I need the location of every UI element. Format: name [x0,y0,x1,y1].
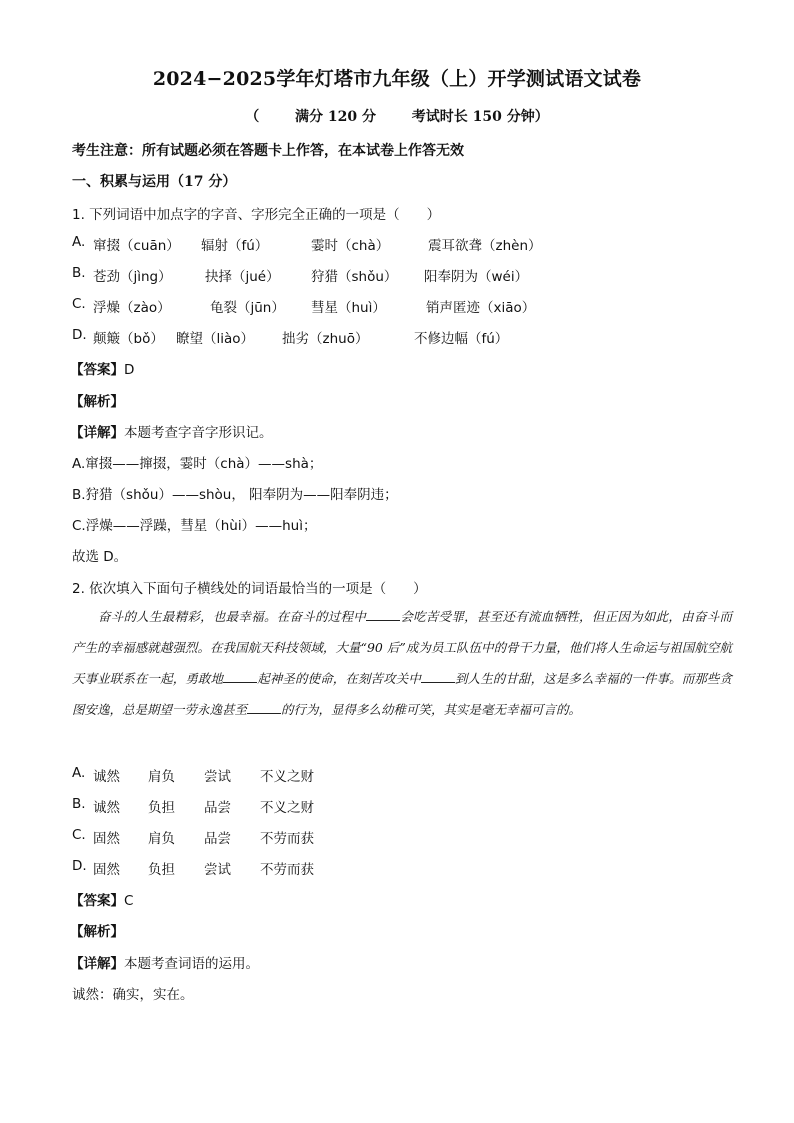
section-heading: 一、积累与运用（17 分） [72,174,237,190]
option-item: 窜掇（cuān） [93,238,180,254]
fill-blank [366,608,400,621]
option-item: 诚然 [93,769,120,785]
option-item: 品尝 [204,800,231,816]
q1-explain-line: C.浮燥——浮躁，彗星（hùi）——huì； [72,518,317,534]
q2-answer [70,889,133,909]
option-label: C. [72,296,86,312]
option-label: D. [72,858,87,874]
q2-detail [70,952,259,972]
option-item: 拙劣（zhuō） [282,331,369,347]
option-item: 彗星（huì） [311,300,386,316]
option-item: 固然 [93,862,120,878]
option-label: A. [72,765,86,781]
answer-label: 【答案】 [70,893,124,909]
option-item: 负担 [148,800,175,816]
option-item: 品尝 [204,831,231,847]
option-item: 狩猎（shǒu） [311,269,398,285]
answer-value: D [124,362,135,378]
q1-conclusion: 故选 D。 [72,549,128,565]
q2-passage [72,601,732,725]
subtitle-score: 满分 120 分 [295,109,376,125]
q1-stem: 1. 下列词语中加点字的字音、字形完全正确的一项是（ ） [72,207,441,223]
subtitle-time: 考试时长 150 分钟） [411,109,549,125]
q2-explain-line: 诚然：确实，实在。 [72,987,194,1003]
option-label: B. [72,796,86,812]
option-label: C. [72,827,86,843]
option-item: 销声匿迹（xiāo） [426,300,536,316]
fill-blank [247,701,281,714]
option-item: 霎时（chà） [311,238,390,254]
option-label: A. [72,234,86,250]
option-label: B. [72,265,86,281]
option-item: 龟裂（jūn） [210,300,285,316]
option-item: 不义之财 [260,800,314,816]
option-item: 浮燥（zào） [93,300,171,316]
exam-notice: 考生注意：所有试题必须在答题卡上作答，在本试卷上作答无效 [72,143,464,159]
passage-segment: 的行为，显得多么幼稚可笑，其实是毫无幸福可言的。 [281,702,582,717]
option-item: 尝试 [204,769,231,785]
option-item: 苍劲（jìng） [93,269,172,285]
detail-text: 本题考查字音字形识记。 [124,425,273,441]
q1-explain-line: A.窜掇——撺掇，霎时（chà）——shà； [72,456,323,472]
option-item: 不劳而获 [260,831,314,847]
passage-segment: 会吃苦受罪，甚至还有流血牺牲，但正因为如此，由奋斗而产生的幸福感就越强烈。在我国航天科技领域，大量“90 后”成为员工队伍中的骨干力量，他们将人生命运与祖国航空航天事业联系在一起，勇敢地 [72,609,732,686]
fill-blank [223,670,257,683]
passage-segment: 到人生的甘甜，这是多么幸福的一件事。而那些贪图安逸，总是期望一劳永逸甚至 [72,671,732,717]
q1-explain-line: B.狩猎（shǒu）——shòu， 阳奉阴为——阳奉阴违； [72,487,398,503]
q2-analysis [70,920,124,940]
answer-label: 【答案】 [70,362,124,378]
option-item: 肩负 [148,831,175,847]
option-item: 不劳而获 [260,862,314,878]
passage-segment: 起神圣的使命，在刻苦攻关中 [257,671,421,686]
subtitle-open: （ [245,109,260,125]
option-item: 不义之财 [260,769,314,785]
option-item: 固然 [93,831,120,847]
option-item: 诚然 [93,800,120,816]
option-item: 颠簸（bǒ） [93,331,164,347]
q2-stem: 2. 依次填入下面句子横线处的词语最恰当的一项是（ ） [72,581,427,597]
exam-subtitle [0,106,794,126]
option-item: 辐射（fú） [201,238,269,254]
option-item: 不修边幅（fú） [414,331,509,347]
q1-analysis [70,390,124,410]
analysis-label: 【解析】 [70,394,124,410]
option-item: 瞭望（liào） [176,331,255,347]
option-label: D. [72,327,87,343]
option-item: 尝试 [204,862,231,878]
option-item: 震耳欲聋（zhèn） [428,238,542,254]
q1-detail [70,421,273,441]
detail-label: 【详解】 [70,425,124,441]
option-item: 负担 [148,862,175,878]
passage-segment: 奋斗的人生最精彩，也最幸福。在奋斗的过程中 [98,609,367,624]
detail-label: 【详解】 [70,956,124,972]
option-item: 阳奉阴为（wéi） [424,269,529,285]
option-item: 抉择（jué） [205,269,280,285]
detail-text: 本题考查词语的运用。 [124,956,259,972]
fill-blank [421,670,455,683]
answer-value: C [124,893,134,909]
analysis-label: 【解析】 [70,924,124,940]
option-item: 肩负 [148,769,175,785]
page-title: 2024−2025学年灯塔市九年级（上）开学测试语文试卷 [152,68,642,90]
q1-answer [70,358,134,378]
